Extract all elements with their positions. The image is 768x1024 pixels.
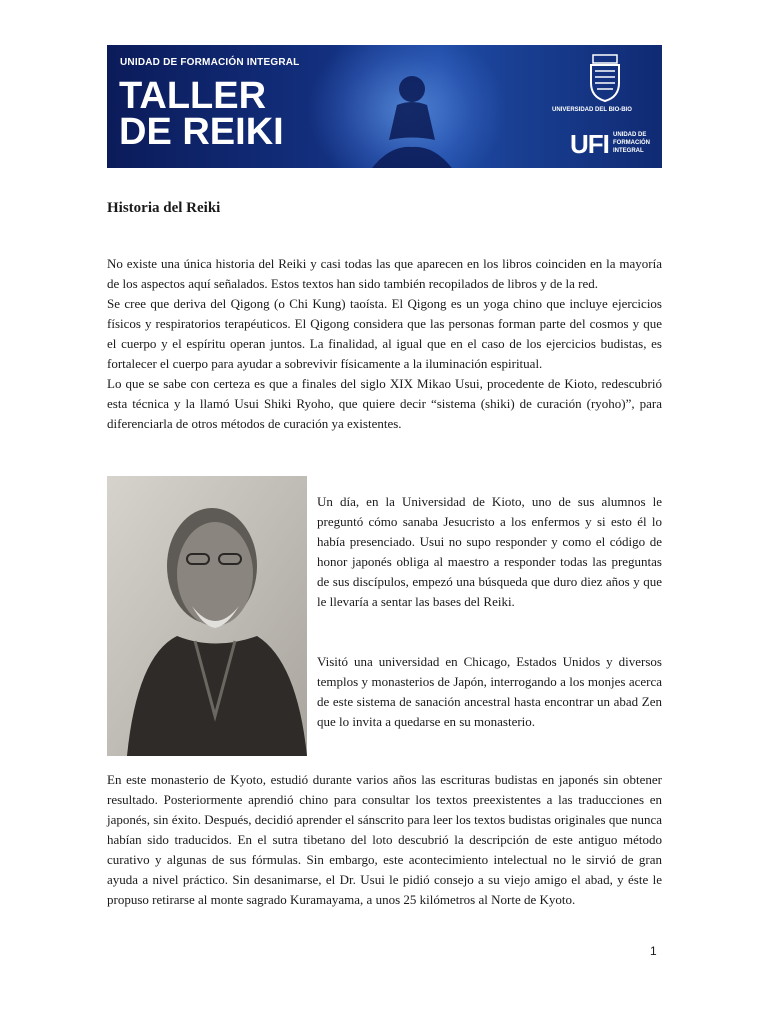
paragraph-intro: No existe una única historia del Reiki y casi todas las que aparecen en los libros coinciden en la mayoría de los aspectos aquí señalados. Estos textos han sido también recopilados de libros y de la red. Se cree que deriva del Qigong (o Chi Kung) taoísta. El Qigong es un yoga chino que incluye ejercicios físicos y respiratorios terapéuticos. El Qigong considera que las personas forman parte del cosmos y que el cuerpo y el espíritu operan juntos. La finalidad, al igual que en el caso de los ejercicios budistas, es fortalecer el cuerpo para ayudar a sobrevivir físicamente a la iluminación espiritual. Lo que se sabe con certeza es que a finales del siglo XIX Mikao Usui, procedente de Kioto, redescubrió esta técnica y la llamó Usui Shiki Ryoho, que quiere decir “sistema (shiki) de curación (ryoho)”, para diferenciarla de otros métodos de curación ya existentes. (107, 256, 662, 431)
portrait-photo (107, 476, 307, 756)
banner-title-line1: TALLER (119, 75, 267, 117)
document-heading: Historia del Reiki (107, 200, 221, 216)
paragraph-monastery: En este monasterio de Kyoto, estudió durante varios años las escrituras budistas en japonés sin obtener resultado. Posteriormente aprendió chino para consultar los textos preexistentes a las traducciones en japonés, sin éxito. Después, decidió aprender el sánscrito para leer los textos budistas originales que nunca habían sido traducidos. En el sutra tibetano del loto descubrió la descripción de este antiguo método curativo y algunas de sus fórmulas. Sin embargo, este acontecimiento intelectual no le sirvió de gran ayuda a nivel práctico. Sin desanimarse, el Dr. Usui le pidió consejo a su viejo amigo el abad, y éste le propuso retirarse al monte sagrado Kuramayama, a unos 25 kilómetros al Norte de Kyoto. (107, 772, 662, 907)
meditation-figure-icon (357, 65, 467, 168)
paragraph-travels: Visitó una universidad en Chicago, Estados Unidos y diversos templos y monasterios de Japón, interrogando a los monjes acerca de este sistema de sanación ancestral hasta encontrar un abad Zen que lo invita a quedarse en su monasterio. (317, 654, 662, 729)
banner-title-line2: DE REIKI (119, 111, 284, 153)
banner-subtitle: UNIDAD DE FORMACIÓN INTEGRAL (120, 57, 300, 68)
paragraph-student-question: Un día, en la Universidad de Kioto, uno de sus alumnos le preguntó cómo sanaba Jesucristo a los enfermos y si esto él lo había presenciado. Usui no supo responder y como el código de honor japonés obliga al maestro a responder todas las preguntas de sus discípulos, empezó una búsqueda que duro diez años y que le llevaría a sentar las bases del Reiki. (317, 494, 662, 609)
university-crest-icon (585, 53, 625, 103)
ufi-logo: UFI (570, 129, 609, 159)
page-number: 1 (650, 944, 657, 958)
banner-title (119, 75, 319, 153)
ufi-label: UNIDAD DE FORMACIÓN INTEGRAL (613, 132, 650, 154)
header-banner (107, 45, 662, 168)
portrait-illustration (107, 476, 307, 756)
university-name: UNIVERSIDAD DEL BIO-BIO (552, 107, 632, 113)
